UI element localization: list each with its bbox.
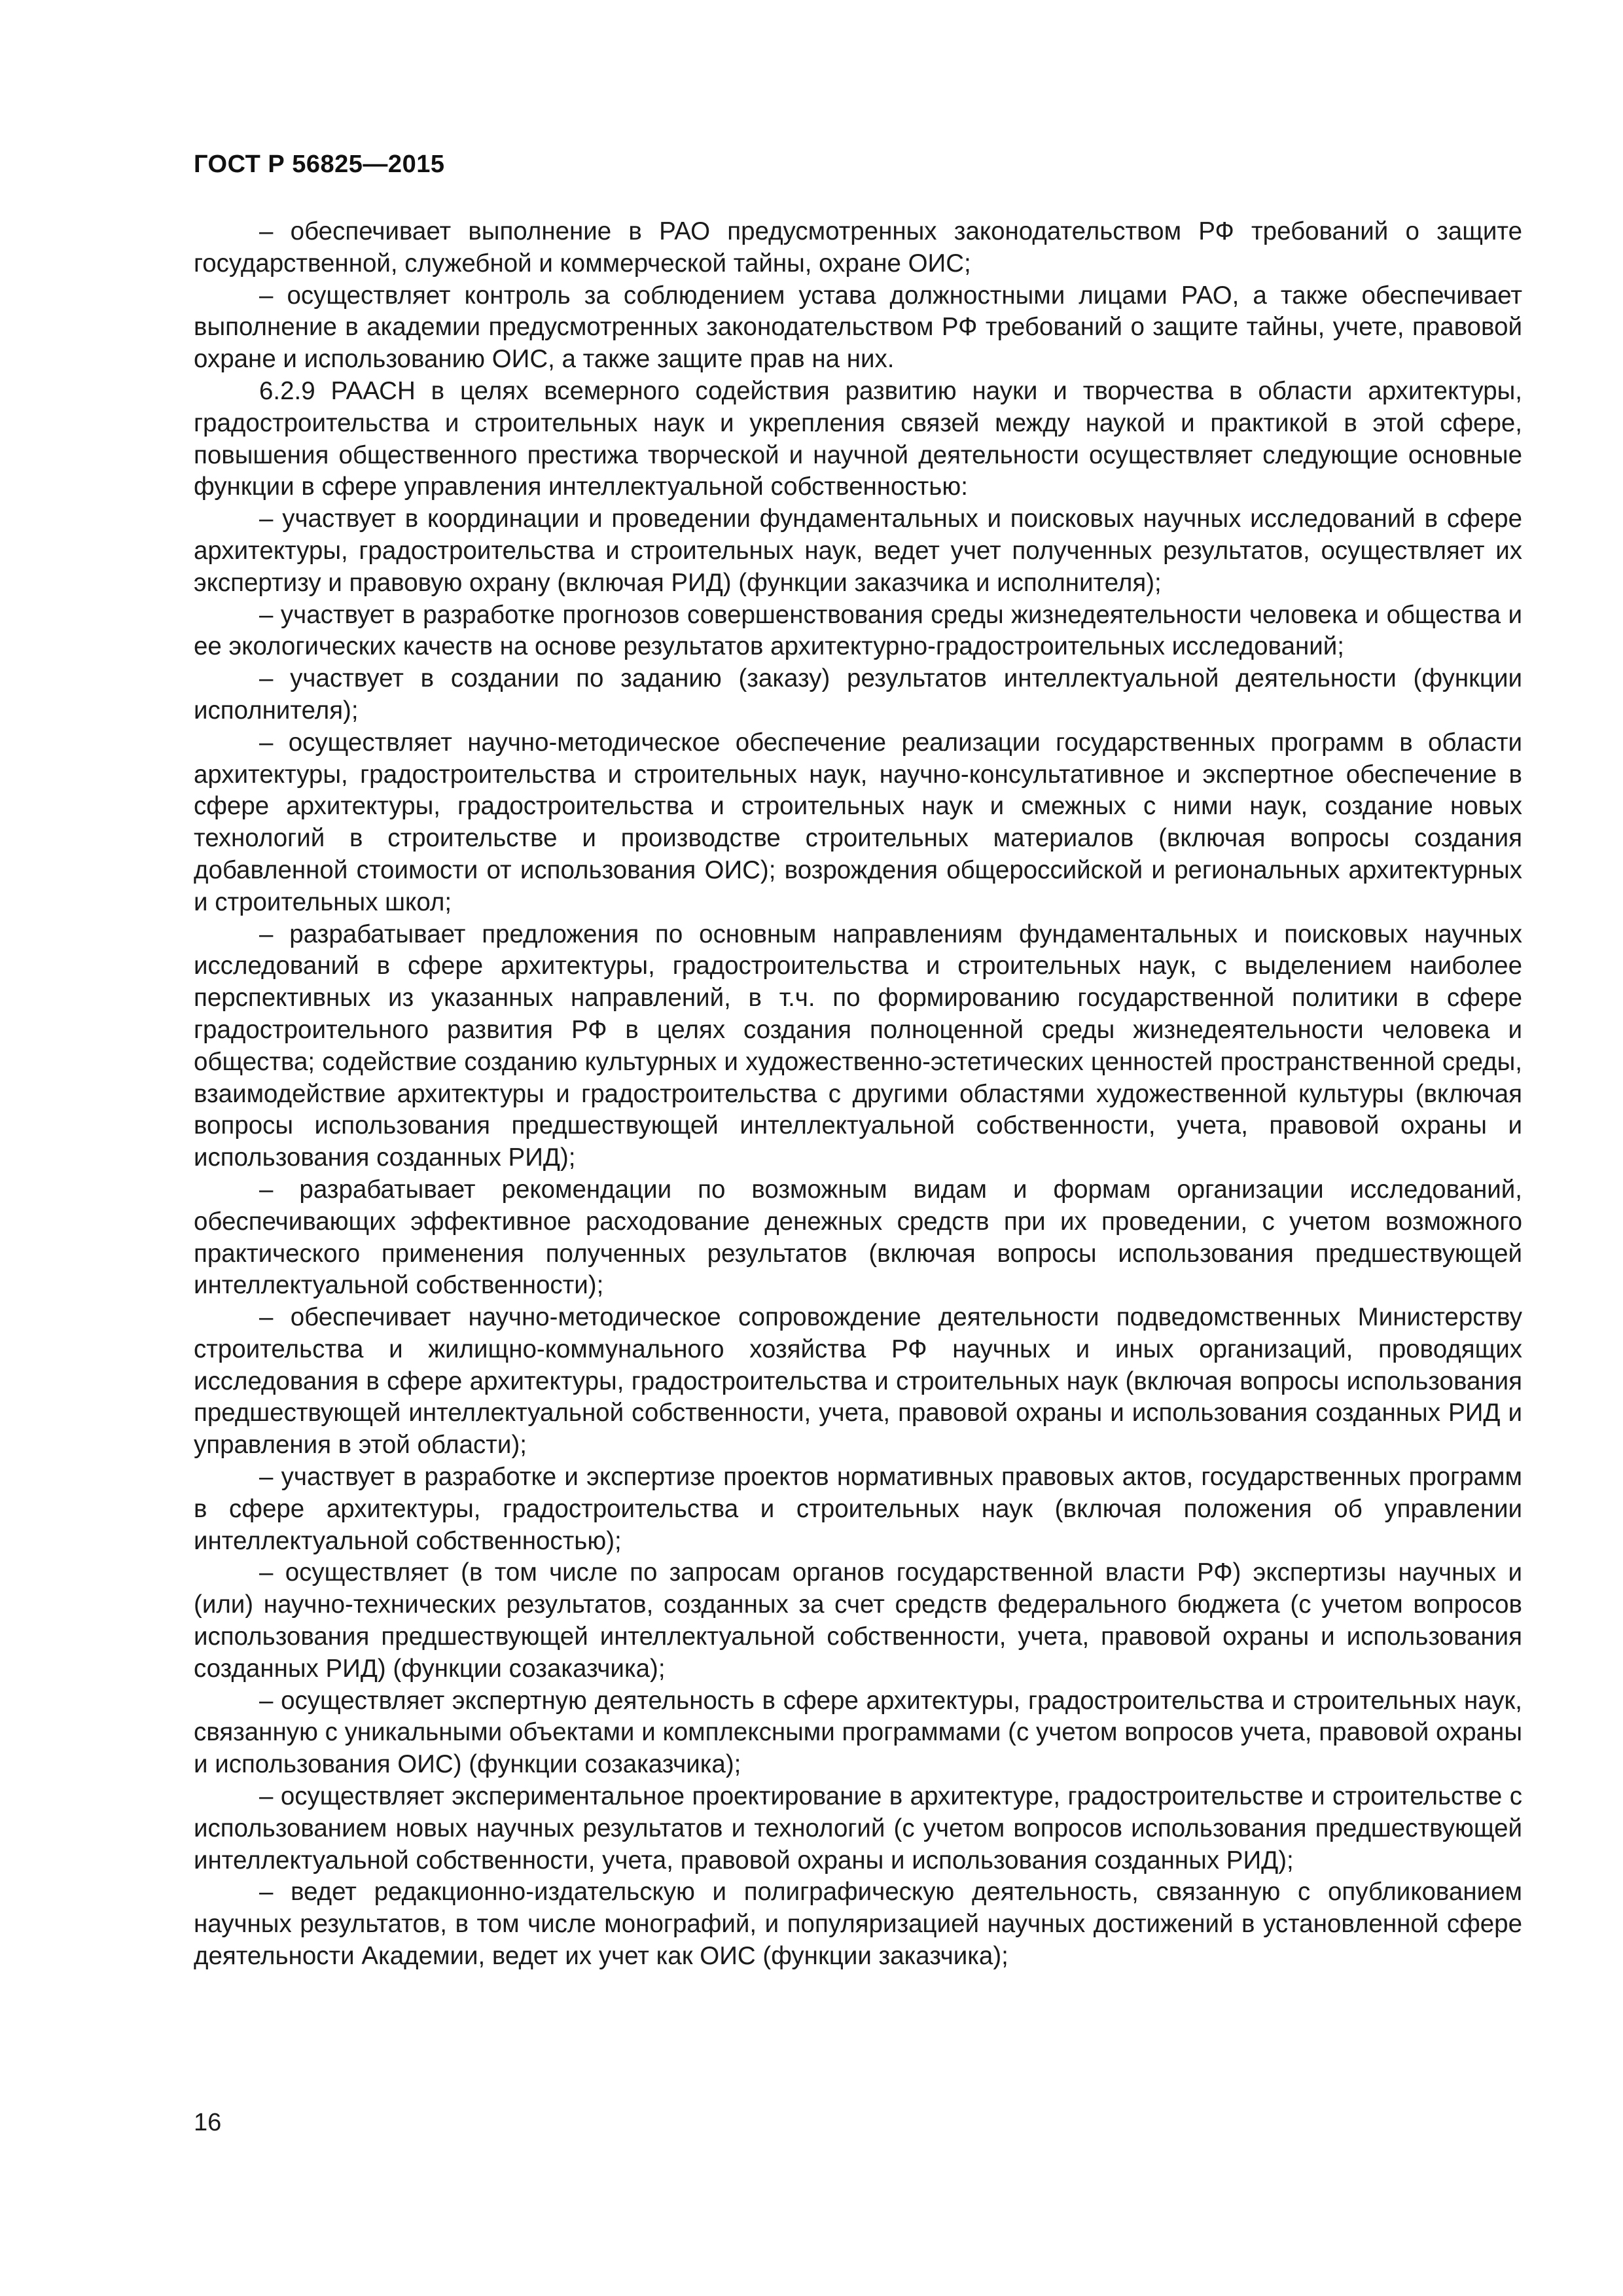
paragraph: – разрабатывает рекомендации по возможным видам и формам организации исследований, обеспечивающих эффективное расходование денежных средств при их проведении, с учетом возможного практического применения полученных результатов (включая вопросы использования предшествующей интеллектуальной собственности);	[194, 1175, 1522, 1300]
paragraph: – обеспечивает научно-методическое сопровождение деятельности подведомственных Министерству строительства и жилищно-коммунального хозяйства РФ научных и иных организаций, проводящих исследования в сфере архитектуры, градостроительства и строительных наук (включая вопросы использования предшествующей интеллектуальной собственности, учета, правовой охраны и использования созданных РИД и управления в этой области);	[194, 1303, 1522, 1460]
paragraph: – осуществляет контроль за соблюдением устава должностными лицами РАО, а также обеспечивает выполнение в академии предусмотренных законодательством РФ требований о защите тайны, учете, правовой охране и использованию ОИС, а также защите прав на них.	[194, 281, 1522, 374]
document-header-title: ГОСТ Р 56825—2015	[194, 151, 445, 178]
page-number: 16	[194, 2109, 222, 2136]
paragraph: – ведет редакционно-издательскую и полиграфическую деятельность, связанную с опубликованием научных результатов, в том числе монографий, и популяризацией научных достижений в установленной сфере деятельности Академии, ведет их учет как ОИС (функции заказчика);	[194, 1878, 1522, 1971]
paragraph: – осуществляет экспертную деятельность в сфере архитектуры, градостроительства и строительных наук, связанную с уникальными объектами и комплексными программами (с учетом вопросов учета, правовой охраны и использования ОИС) (функции созаказчика);	[194, 1686, 1522, 1779]
paragraph: – участвует в разработке и экспертизе проектов нормативных правовых актов, государственных программ в сфере архитектуры, градостроительства и строительных наук (включая положения об управлении интеллектуальной собственностью);	[194, 1463, 1522, 1555]
paragraph: – разрабатывает предложения по основным направлениям фундаментальных и поисковых научных исследований в сфере архитектуры, градостроительства и строительных наук, с выделением наиболее перспективных из указанных направлений, в т.ч. по формированию государственной политики в сфере градостроительного развития РФ в целях создания полноценной среды жизнедеятельности человека и общества; содействие созданию культурных и художественно-эстетических ценностей пространственной среды, взаимодействие архитектуры и градостроительства с другими областями художественной культуры (включая вопросы использования предшествующей интеллектуальной собственности, учета, правовой охраны и использования созданных РИД);	[194, 920, 1522, 1172]
section-paragraph: 6.2.9 РААСН в целях всемерного содействия развитию науки и творчества в области архитектуры, градостроительства и строительных наук и укрепления связей между наукой и практикой в этой сфере, повышения общественного престижа творческой и научной деятельности осуществляет следующие основные функции в сфере управления интеллектуальной собственностью:	[194, 376, 1522, 501]
paragraph: – осуществляет (в том числе по запросам органов государственной власти РФ) экспертизы научных и (или) научно-технических результатов, созданных за счет средств федерального бюджета (с учетом вопросов использования предшествующей интеллектуальной собственности, учета, правовой охраны и использования созданных РИД) (функции созаказчика);	[194, 1558, 1522, 1683]
paragraph: – участвует в разработке прогнозов совершенствования среды жизнедеятельности человека и общества и ее экологических качеств на основе результатов архитектурно-градостроительных исследований;	[194, 600, 1522, 661]
paragraph: – осуществляет научно-методическое обеспечение реализации государственных программ в области архитектуры, градостроительства и строительных наук, научно-консультативное и экспертное обеспечение в сфере архитектуры, градостроительства и строительных наук и смежных с ними наук, создание новых технологий в строительстве и производстве строительных материалов (включая вопросы создания добавленной стоимости от использования ОИС); возрождения общероссийской и региональных архитектурных и строительных школ;	[194, 728, 1522, 916]
document-body	[194, 216, 1522, 1973]
paragraph: – участвует в создании по заданию (заказу) результатов интеллектуальной деятельности (функции исполнителя);	[194, 664, 1522, 725]
paragraph: – осуществляет экспериментальное проектирование в архитектуре, градостроительстве и строительстве с использованием новых научных результатов и технологий (с учетом вопросов использования предшествующей интеллектуальной собственности, учета, правовой охраны и использования созданных РИД);	[194, 1782, 1522, 1874]
paragraph: – участвует в координации и проведении фундаментальных и поисковых научных исследований в сфере архитектуры, градостроительства и строительных наук, ведет учет полученных результатов, осуществляет их экспертизу и правовую охрану (включая РИД) (функции заказчика и исполнителя);	[194, 505, 1522, 597]
paragraph: – обеспечивает выполнение в РАО предусмотренных законодательством РФ требований о защите государственной, служебной и коммерческой тайны, охране ОИС;	[194, 217, 1522, 278]
